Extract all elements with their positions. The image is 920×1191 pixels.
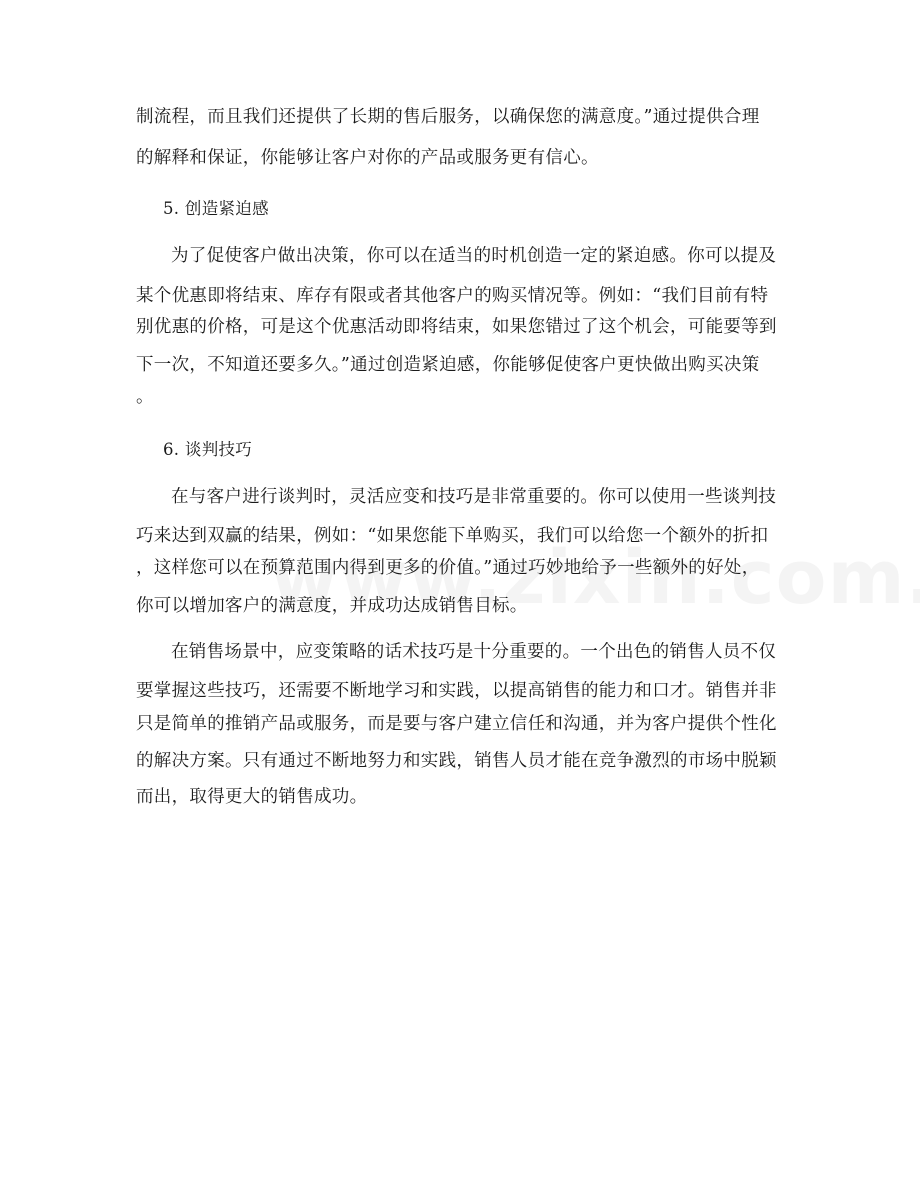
section-heading: 6. 谈判技巧 — [163, 440, 253, 459]
paragraph-line: 在与客户进行谈判时，灵活应变和技巧是非常重要的。你可以使用一些谈判技 — [171, 487, 777, 507]
paragraph-line: 只是简单的推销产品或服务，而是要与客户建立信任和沟通，并为客户提供个性化 — [136, 714, 777, 734]
paragraph-line: 制流程，而且我们还提供了长期的售后服务，以确保您的满意度。”通过提供合理 — [136, 107, 760, 127]
paragraph-line: 下一次，不知道还要多久。”通过创造紧迫感，你能够促使客户更快做出购买决策 — [136, 355, 760, 375]
paragraph-line: 。 — [136, 387, 154, 407]
paragraph-line: 为了促使客户做出决策，你可以在适当的时机创造一定的紧迫感。你可以提及 — [171, 246, 777, 266]
paragraph-line: 某个优惠即将结束、库存有限或者其他客户的购买情况等。例如：“我们目前有特 — [136, 286, 769, 306]
paragraph-line: 在销售场景中，应变策略的话术技巧是十分重要的。一个出色的销售人员不仅 — [171, 642, 777, 662]
paragraph-line: 的解决方案。只有通过不断地努力和实践，销售人员才能在竞争激烈的市场中脱颖 — [136, 751, 777, 771]
paragraph-line: 要掌握这些技巧，还需要不断地学习和实践，以提高销售的能力和口才。销售并非 — [136, 681, 777, 701]
paragraph-line: 的解释和保证，你能够让客户对你的产品或服务更有信心。 — [136, 148, 599, 168]
paragraph-line: 别优惠的价格，可是这个优惠活动即将结束，如果您错过了这个机会，可能要等到 — [136, 317, 777, 337]
paragraph-line: 巧来达到双赢的结果，例如：“如果您能下单购买，我们可以给您一个额外的折扣 — [136, 526, 769, 546]
paragraph-line: ，这样您可以在预算范围内得到更多的价值。”通过巧妙地给予一些额外的好处， — [136, 558, 760, 578]
paragraph-line: 而出，取得更大的销售成功。 — [136, 787, 368, 807]
paragraph-line: 你可以增加客户的满意度，并成功达成销售目标。 — [136, 596, 528, 616]
section-heading: 5. 创造紧迫感 — [163, 199, 269, 218]
